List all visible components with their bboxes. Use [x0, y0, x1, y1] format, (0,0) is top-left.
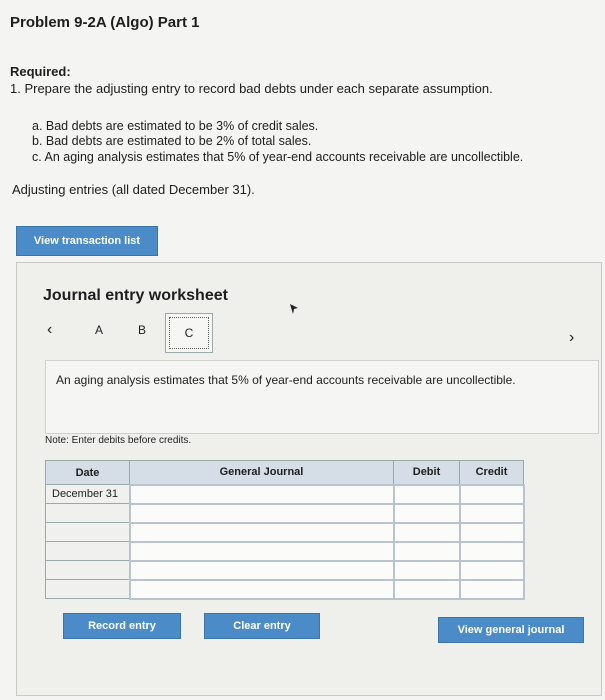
- debit-input[interactable]: [394, 485, 460, 504]
- general-journal-input[interactable]: [130, 580, 394, 599]
- debit-input[interactable]: [394, 580, 460, 599]
- table-row: [46, 542, 524, 561]
- date-cell: December 31: [46, 485, 130, 504]
- debit-input[interactable]: [394, 523, 460, 542]
- debit-input[interactable]: [394, 561, 460, 580]
- column-header-credit: Credit: [460, 461, 524, 485]
- credit-input[interactable]: [460, 485, 524, 504]
- debit-input[interactable]: [394, 542, 460, 561]
- table-row: [46, 485, 524, 504]
- record-entry-button[interactable]: Record entry: [63, 613, 181, 639]
- general-journal-input[interactable]: [130, 523, 394, 542]
- column-header-debit: Debit: [394, 461, 460, 485]
- chevron-right-icon[interactable]: ›: [569, 329, 575, 346]
- general-journal-input[interactable]: [130, 485, 394, 504]
- credit-input[interactable]: [460, 542, 524, 561]
- required-item: 1. Prepare the adjusting entry to record bad debts under each separate assumption.: [10, 81, 493, 96]
- credit-input[interactable]: [460, 561, 524, 580]
- page-title: Problem 9-2A (Algo) Part 1: [10, 14, 200, 31]
- date-cell: [46, 561, 130, 580]
- required-label: Required:: [10, 64, 71, 79]
- credit-input[interactable]: [460, 580, 524, 599]
- assumption-a: a. Bad debts are estimated to be 3% of credit sales.: [32, 119, 319, 133]
- tab-b[interactable]: B: [138, 323, 147, 337]
- column-header-general-journal: General Journal: [130, 461, 394, 485]
- worksheet-title: Journal entry worksheet: [43, 287, 228, 304]
- tab-c[interactable]: [165, 313, 213, 353]
- tab-a[interactable]: A: [95, 323, 104, 337]
- view-transaction-list-button[interactable]: View transaction list: [16, 226, 158, 256]
- date-cell: [46, 542, 130, 561]
- date-cell: [46, 523, 130, 542]
- table-row: [46, 504, 524, 523]
- date-cell: [46, 580, 130, 599]
- cursor-icon: [289, 303, 299, 315]
- date-cell: [46, 504, 130, 523]
- general-journal-input[interactable]: [130, 542, 394, 561]
- table-row: [46, 523, 524, 542]
- assumption-b: b. Bad debts are estimated to be 2% of total sales.: [32, 134, 312, 148]
- general-journal-input[interactable]: [130, 504, 394, 523]
- clear-entry-button[interactable]: Clear entry: [204, 613, 320, 639]
- credit-input[interactable]: [460, 523, 524, 542]
- credit-input[interactable]: [460, 504, 524, 523]
- table-row: [46, 580, 524, 599]
- debit-credit-note: Note: Enter debits before credits.: [45, 435, 192, 446]
- chevron-left-icon[interactable]: ‹: [47, 321, 53, 338]
- entry-description: An aging analysis estimates that 5% of year-end accounts receivable are uncollectible.: [45, 360, 599, 434]
- general-journal-input[interactable]: [130, 561, 394, 580]
- column-header-date: Date: [46, 461, 130, 485]
- adjusting-note: Adjusting entries (all dated December 31).: [12, 182, 255, 197]
- view-general-journal-button[interactable]: View general journal: [438, 617, 584, 643]
- tab-c-label: C: [184, 326, 194, 340]
- assumption-c: c. An aging analysis estimates that 5% of year-end accounts receivable are uncollectible.: [32, 150, 524, 164]
- journal-entry-worksheet-panel: [16, 262, 602, 696]
- debit-input[interactable]: [394, 504, 460, 523]
- journal-table: [45, 460, 525, 600]
- table-row: [46, 561, 524, 580]
